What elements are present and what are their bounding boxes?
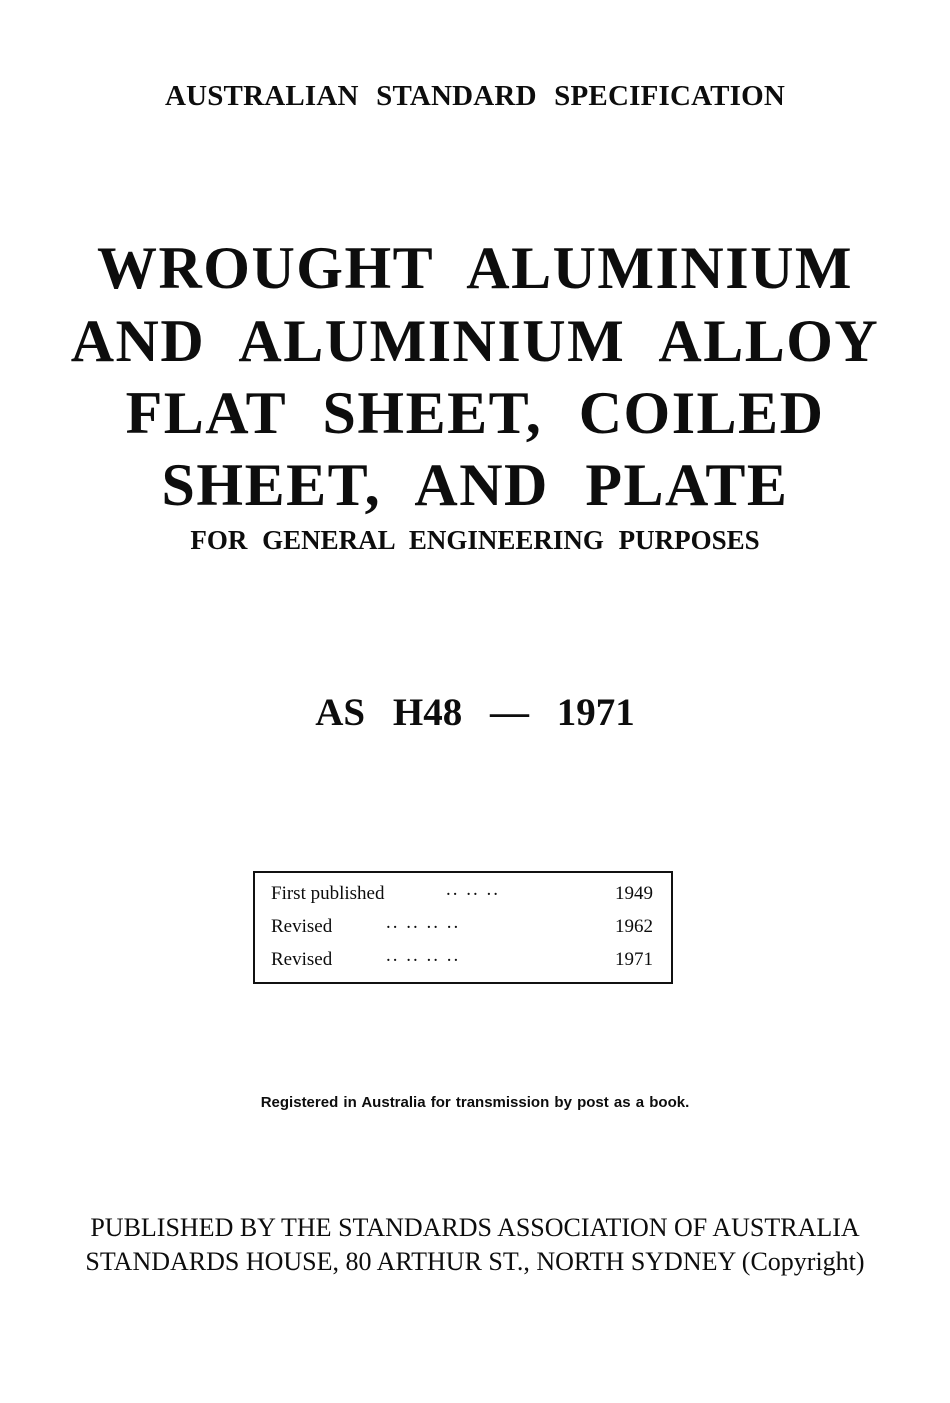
history-year: 1962 <box>615 916 653 937</box>
standard-designation: AS H48 — 1971 <box>315 691 635 734</box>
history-row <box>271 945 653 979</box>
title-line-2: AND ALUMINIUM ALLOY <box>70 308 880 374</box>
history-year: 1949 <box>615 883 653 904</box>
title-line-1: WROUGHT ALUMINIUM <box>96 235 854 301</box>
leader-dots: .. .. .. <box>446 879 500 900</box>
series-heading: AUSTRALIAN STANDARD SPECIFICATION <box>164 80 786 112</box>
history-row <box>271 879 653 913</box>
leader-dots: .. .. .. .. <box>386 945 461 966</box>
publisher-line-1: PUBLISHED BY THE STANDARDS ASSOCIATION OF AUSTRALIA <box>90 1213 860 1242</box>
subtitle: FOR GENERAL ENGINEERING PURPOSES <box>190 525 760 555</box>
history-row <box>271 912 653 946</box>
publisher-line-2: STANDARDS HOUSE, 80 ARTHUR ST., NORTH SYDNEY (Copyright) <box>85 1247 865 1276</box>
title-line-4: SHEET, AND PLATE <box>161 452 789 518</box>
publication-history-box <box>253 871 673 984</box>
leader-dots: .. .. .. .. <box>386 912 461 933</box>
registration-note: Registered in Australia for transmission by post as a book. <box>260 1094 690 1111</box>
title-line-3: FLAT SHEET, COILED <box>125 380 825 446</box>
history-label: Revised <box>271 949 333 970</box>
history-label: First published <box>271 883 385 904</box>
history-label: Revised <box>271 916 333 937</box>
history-year: 1971 <box>615 949 653 970</box>
